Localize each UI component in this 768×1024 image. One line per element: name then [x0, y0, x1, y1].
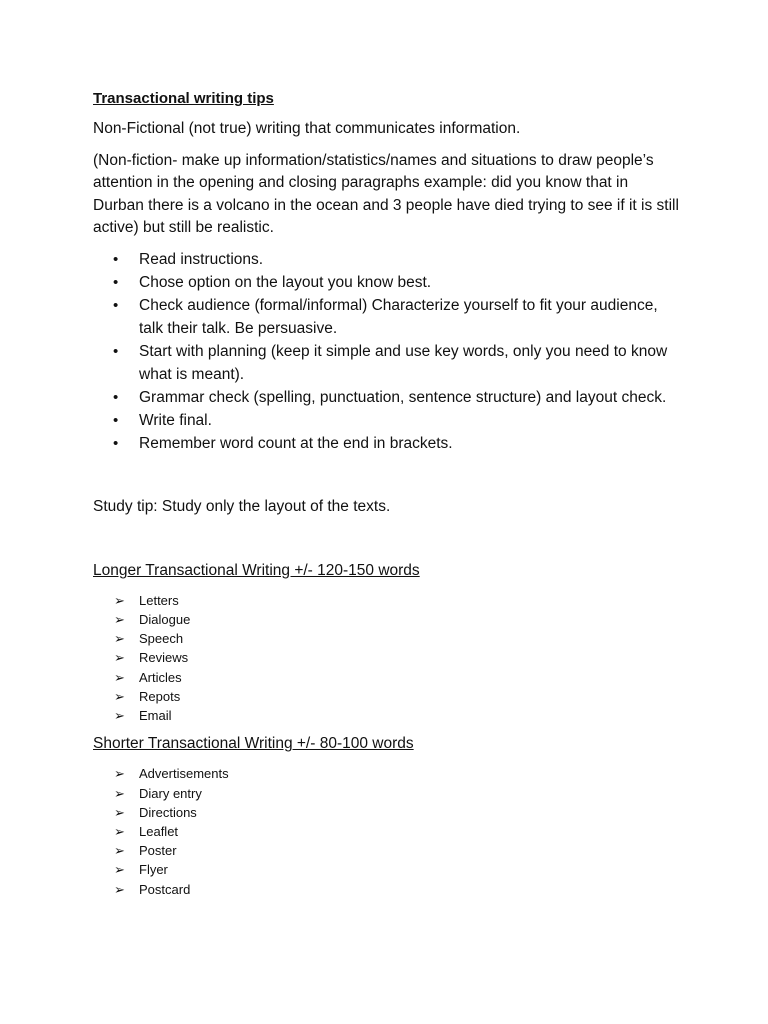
arrow-bullet-icon: ➢ — [114, 766, 125, 782]
list-item — [93, 591, 683, 610]
list-item — [93, 803, 683, 822]
tip-text: Read instructions. — [139, 250, 264, 268]
list-item — [93, 410, 683, 433]
arrow-bullet-icon: ➢ — [114, 592, 125, 608]
list-item — [93, 764, 683, 783]
list-item-label: Repots — [139, 688, 181, 704]
tip-text: Write final. — [139, 412, 212, 430]
list-item-label: Advertisements — [139, 766, 229, 782]
list-item — [93, 706, 683, 725]
shorter-types-list — [93, 764, 683, 898]
list-item-label: Diary entry — [139, 785, 202, 801]
tip-text: Check audience (formal/informal) Characterize yourself to fit your audience, talk their talk. Be persuasive. — [139, 297, 658, 337]
tip-text: Remember word count at the end in brackets. — [139, 435, 453, 453]
arrow-bullet-icon: ➢ — [114, 843, 125, 859]
tip-text: Chose option on the layout you know best. — [139, 274, 432, 292]
list-item — [93, 668, 683, 687]
bullet-icon: • — [113, 388, 119, 406]
list-item-label: Flyer — [139, 862, 168, 878]
longer-section-heading: Longer Transactional Writing +/- 120-150 words — [93, 561, 420, 579]
bullet-icon: • — [113, 274, 119, 292]
arrow-bullet-icon: ➢ — [114, 785, 125, 801]
bullet-icon: • — [113, 250, 119, 268]
study-tip: Study tip: Study only the layout of the texts. — [93, 497, 391, 515]
list-item-label: Email — [139, 708, 172, 724]
arrow-bullet-icon: ➢ — [114, 881, 125, 897]
arrow-bullet-icon: ➢ — [114, 708, 125, 724]
arrow-bullet-icon: ➢ — [114, 631, 125, 647]
arrow-bullet-icon: ➢ — [114, 650, 125, 666]
arrow-bullet-icon: ➢ — [114, 612, 125, 628]
bullet-icon: • — [113, 435, 119, 453]
list-item — [93, 648, 683, 667]
list-item-label: Reviews — [139, 650, 189, 666]
list-item — [93, 341, 683, 386]
list-item-label: Articles — [139, 669, 182, 685]
bullet-icon: • — [113, 343, 119, 361]
list-item — [93, 687, 683, 706]
list-item-label: Directions — [139, 804, 197, 820]
document-title: Transactional writing tips — [93, 90, 274, 107]
list-item — [93, 822, 683, 841]
arrow-bullet-icon: ➢ — [114, 688, 125, 704]
list-item — [93, 387, 683, 410]
list-item — [93, 860, 683, 879]
list-item-label: Letters — [139, 592, 179, 608]
tip-text: Start with planning (keep it simple and use key words, only you need to know what is meant). — [139, 343, 668, 383]
arrow-bullet-icon: ➢ — [114, 862, 125, 878]
list-item — [93, 841, 683, 860]
tips-list — [93, 249, 683, 456]
list-item-label: Speech — [139, 631, 184, 647]
list-item — [93, 295, 683, 340]
list-item-label: Poster — [139, 843, 177, 859]
list-item — [93, 610, 683, 629]
list-item-label: Postcard — [139, 881, 191, 897]
list-item — [93, 272, 683, 295]
longer-types-list — [93, 591, 683, 725]
arrow-bullet-icon: ➢ — [114, 804, 125, 820]
list-item-label: Dialogue — [139, 612, 191, 628]
tip-text: Grammar check (spelling, punctuation, sentence structure) and layout check. — [139, 388, 667, 406]
list-item — [93, 784, 683, 803]
bullet-icon: • — [113, 297, 119, 315]
list-item — [93, 629, 683, 648]
arrow-bullet-icon: ➢ — [114, 669, 125, 685]
intro-paragraph: Non-Fictional (not true) writing that communicates information. — [93, 120, 521, 137]
list-item — [93, 249, 683, 272]
arrow-bullet-icon: ➢ — [114, 823, 125, 839]
bullet-icon: • — [113, 412, 119, 430]
list-item — [93, 880, 683, 899]
list-item-label: Leaflet — [139, 823, 179, 839]
nonfiction-note: (Non-fiction- make up information/statistics/names and situations to draw people’s attention in the opening and closing paragraphs example: did you know that in Durban there is a volcano in the ocean and 3 people have died trying to see if it is still active) but still be realistic. — [93, 151, 679, 237]
shorter-section-heading: Shorter Transactional Writing +/- 80-100 words — [93, 735, 414, 753]
document-page — [93, 89, 683, 899]
list-item — [93, 433, 683, 456]
